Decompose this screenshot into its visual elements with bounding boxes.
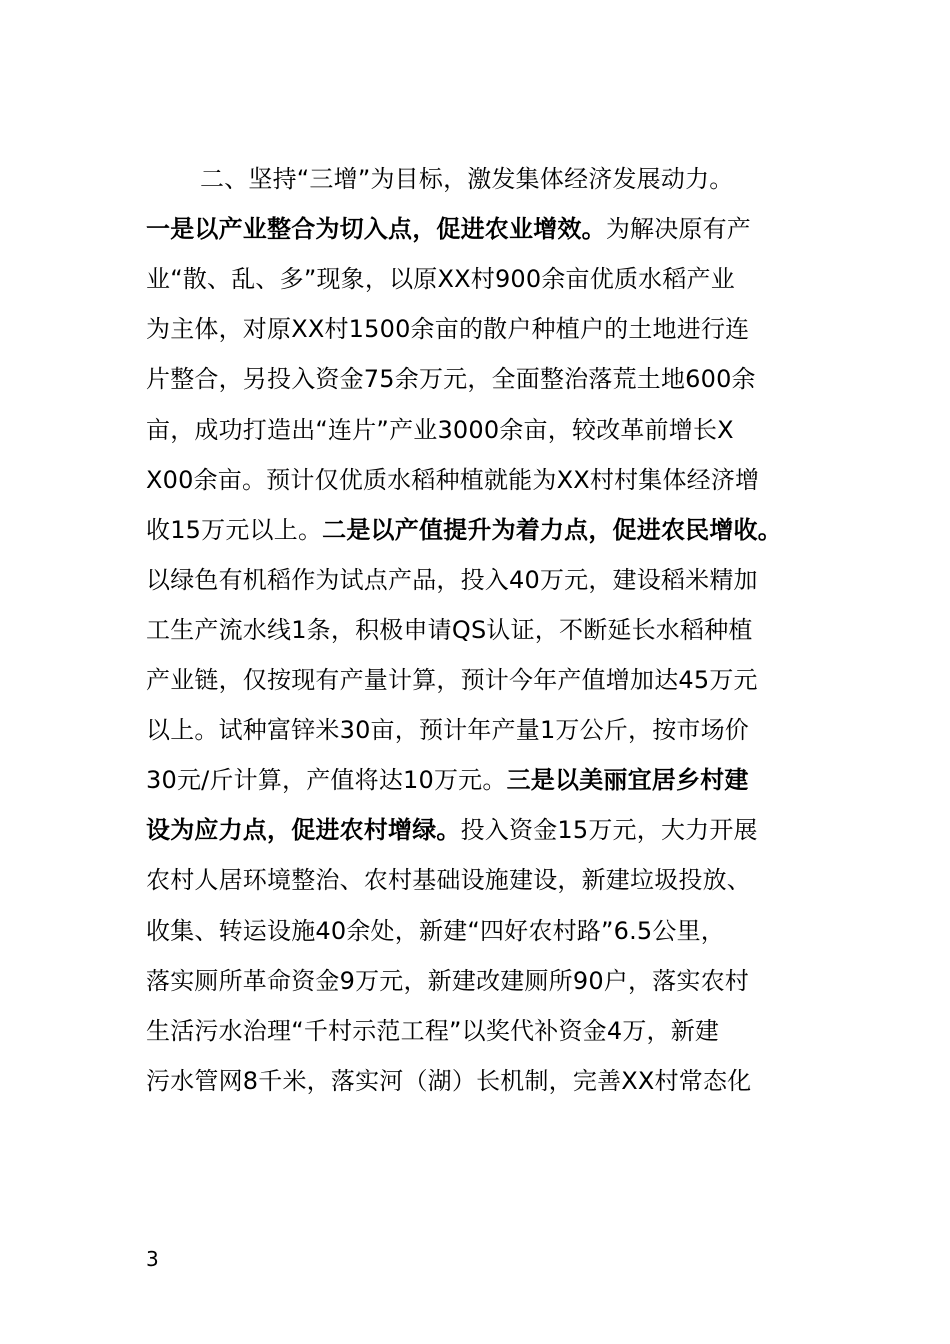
text-span: 二、坚持“三增”为目标，激发集体经济发展动力。 bbox=[200, 165, 734, 193]
text-span: 亩，成功打造出“连片”产业3000余亩，较改革前增长X bbox=[146, 415, 734, 444]
text-span: 收15万元以上。 bbox=[146, 515, 323, 544]
text-span: 农村人居环境整治、农村基础设施建设，新建垃圾投放、 bbox=[146, 866, 751, 895]
page-number: 3 bbox=[146, 1247, 159, 1271]
text-line bbox=[146, 855, 816, 905]
text-span: 工生产流水线1条，积极申请QS认证，不断延长水稻种植 bbox=[146, 615, 753, 644]
text-line bbox=[146, 204, 816, 254]
text-line bbox=[146, 755, 816, 805]
text-span: 收集、转运设施40余处，新建“四好农村路”6.5公里， bbox=[146, 916, 725, 945]
text-line bbox=[146, 1006, 816, 1056]
text-line bbox=[146, 906, 816, 956]
bold-heading-span: 一是以产业整合为切入点，促进农业增效。 bbox=[146, 215, 606, 244]
text-span: 为主体，对原XX村1500余亩的散户种植户的土地进行连 bbox=[146, 315, 750, 344]
text-line bbox=[146, 1056, 816, 1106]
text-span: X00余亩。预计仅优质水稻种植就能为XX村村集体经济增 bbox=[146, 465, 760, 494]
text-span: 生活污水治理“千村示范工程”以奖代补资金4万，新建 bbox=[146, 1016, 720, 1045]
text-line bbox=[146, 354, 816, 404]
text-span: 以绿色有机稻作为试点产品，投入40万元，建设稻米精加 bbox=[146, 565, 758, 594]
text-span: 落实厕所革命资金9万元，新建改建厕所90户，落实农村 bbox=[146, 966, 750, 995]
bold-heading-span: 二是以产值提升为着力点，促进农民增收。 bbox=[322, 515, 782, 544]
text-line bbox=[146, 505, 816, 555]
text-span: 业“散、乱、多”现象，以原XX村900余亩优质水稻产业 bbox=[146, 265, 735, 294]
text-span: 为解决原有产 bbox=[605, 215, 752, 244]
text-line bbox=[146, 605, 816, 655]
text-span: 以上。试种富锌米30亩，预计年产量1万公斤，按市场价 bbox=[146, 716, 750, 745]
text-line bbox=[146, 254, 816, 304]
text-line bbox=[146, 455, 816, 505]
text-span: 投入资金15万元，大力开展 bbox=[460, 816, 758, 845]
text-line bbox=[200, 154, 870, 204]
text-line bbox=[146, 956, 816, 1006]
text-span: 30元/斤计算，产值将达10万元。 bbox=[146, 766, 507, 795]
text-line bbox=[146, 304, 816, 354]
text-line bbox=[146, 705, 816, 755]
text-line bbox=[146, 805, 816, 855]
text-line bbox=[146, 405, 816, 455]
text-line bbox=[146, 555, 816, 605]
text-span: 污水管网8千米，落实河（湖）长机制，完善XX村常态化 bbox=[146, 1066, 752, 1095]
bold-heading-span: 三是以美丽宜居乡村建 bbox=[506, 766, 749, 795]
bold-heading-span: 设为应力点，促进农村增绿。 bbox=[146, 816, 461, 845]
text-span: 片整合，另投入资金75余万元，全面整治落荒土地600余 bbox=[146, 365, 756, 394]
text-span: 产业链，仅按现有产量计算，预计今年产值增加达45万元 bbox=[146, 666, 758, 694]
text-line bbox=[146, 655, 816, 705]
